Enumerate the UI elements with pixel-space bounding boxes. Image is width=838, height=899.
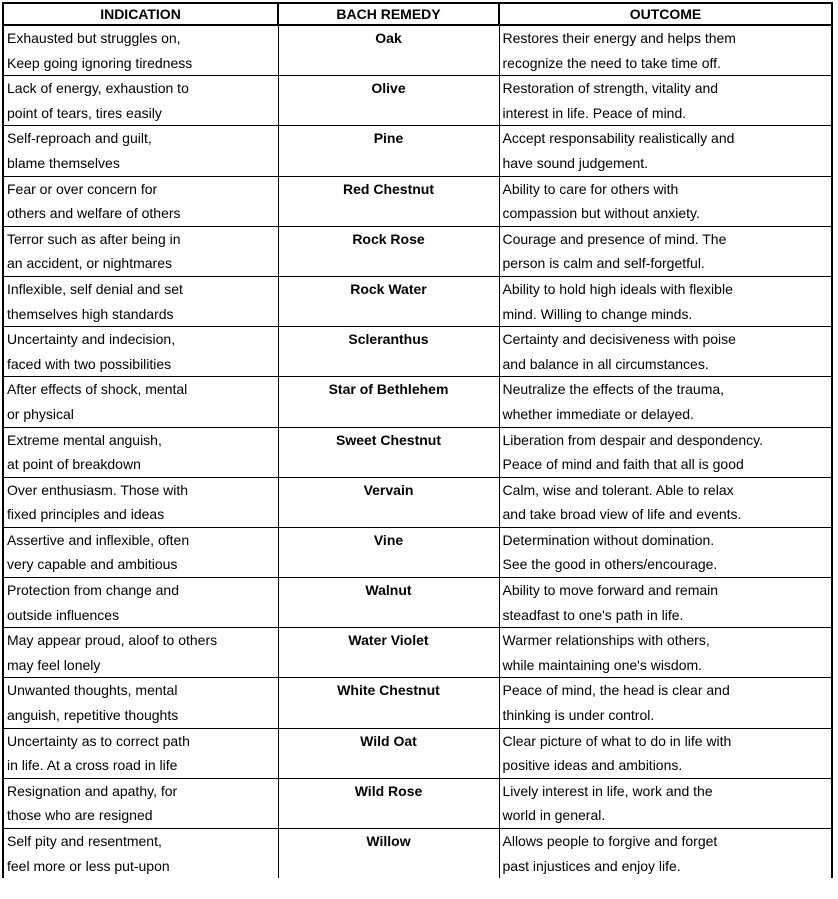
table-body [3,25,832,878]
table-row [3,226,832,276]
table-row [3,578,832,628]
outcome-line: world in general. [502,807,606,824]
indication-cell [3,578,278,628]
indication-line: faced with two possibilities [7,355,172,372]
indication-line: themselves high standards [7,305,174,322]
table-row [3,176,832,226]
outcome-cell [499,829,832,879]
outcome-line: whether immediate or delayed. [502,405,694,422]
indication-cell [3,276,278,326]
indication-cell [3,427,278,477]
remedy-name: Willow [366,833,411,849]
indication-line: blame themselves [7,154,120,171]
indication-line: Inflexible, self denial and set [7,280,183,297]
remedy-cell [278,377,499,427]
remedy-cell [278,427,499,477]
outcome-line: Liberation from despair and despondency. [502,431,763,448]
outcome-cell [499,578,832,628]
indication-line: others and welfare of others [7,205,181,222]
remedy-cell [278,578,499,628]
table-row [3,276,832,326]
table-row [3,829,832,879]
table-row [3,678,832,728]
remedy-name: Red Chestnut [343,180,434,197]
outcome-line: Accept responsability realistically and [502,130,735,147]
remedy-cell [278,778,499,828]
outcome-line: recognize the need to take time off. [502,54,721,71]
outcome-line: Ability to move forward and remain [502,582,719,599]
table-row [3,527,832,577]
indication-line: Unwanted thoughts, mental [7,682,178,699]
outcome-line: Warmer relationships with others, [502,632,710,649]
outcome-cell [499,678,832,728]
outcome-line: Ability to hold high ideals with flexible [502,280,733,297]
remedy-cell [278,527,499,577]
outcome-line: Clear picture of what to do in life with [502,732,732,749]
remedy-name: White Chestnut [337,682,440,699]
indication-cell [3,176,278,226]
table-row [3,477,832,527]
indication-line: Over enthusiasm. Those with [7,481,189,498]
outcome-line: Peace of mind and faith that all is good [502,456,744,473]
outcome-line: Certainty and decisiveness with poise [502,331,736,348]
outcome-line: Peace of mind, the head is clear and [502,682,730,699]
outcome-cell [499,126,832,176]
indication-cell [3,527,278,577]
outcome-line: and balance in all circumstances. [502,355,709,372]
remedy-cell [278,728,499,778]
remedy-name: Walnut [365,582,412,599]
outcome-cell [499,25,832,76]
indication-line: outside influences [7,606,120,623]
outcome-cell [499,778,832,828]
outcome-line: positive ideas and ambitions. [502,757,683,774]
indication-line: anguish, repetitive thoughts [7,707,179,724]
outcome-line: thinking is under control. [502,707,655,724]
header-bach-remedy: BACH REMEDY [278,3,499,25]
remedy-name: Pine [373,130,404,147]
header-indication: INDICATION [3,3,278,25]
remedy-name: Vine [373,531,404,548]
table-row [3,427,832,477]
outcome-line: have sound judgement. [502,154,649,171]
remedy-cell [278,226,499,276]
indication-line: Self pity and resentment, [7,833,162,849]
indication-line: in life. At a cross road in life [7,757,178,774]
table-row [3,327,832,377]
indication-cell [3,829,278,879]
indication-line: After effects of shock, mental [7,381,188,398]
remedy-name: Oak [375,30,402,46]
indication-line: Terror such as after being in [7,230,181,247]
indication-line: Uncertainty and indecision, [7,331,176,348]
outcome-line: past injustices and enjoy life. [502,857,681,874]
table-row [3,728,832,778]
outcome-cell [499,327,832,377]
indication-line: Exhausted but struggles on, [7,30,181,46]
indication-line: Self-reproach and guilt, [7,130,152,147]
indication-line: Lack of energy, exhaustion to [7,80,189,97]
remedy-cell [278,276,499,326]
outcome-line: Determination without domination. [502,531,715,548]
indication-cell [3,126,278,176]
outcome-cell [499,176,832,226]
outcome-line: and take broad view of life and events. [502,506,742,523]
indication-cell [3,477,278,527]
remedy-cell [278,327,499,377]
table-row [3,377,832,427]
outcome-cell [499,226,832,276]
outcome-cell [499,427,832,477]
indication-line: fixed principles and ideas [7,506,165,523]
remedy-name: Rock Rose [352,230,425,247]
remedy-cell [278,829,499,879]
indication-line: Protection from change and [7,582,179,599]
remedy-name: Star of Bethlehem [328,381,449,398]
indication-cell [3,76,278,126]
remedy-name: Water Violet [348,632,429,649]
indication-line: Extreme mental anguish, [7,431,162,448]
table-row [3,25,832,76]
table-row [3,628,832,678]
remedy-name: Scleranthus [348,331,429,348]
outcome-cell [499,76,832,126]
indication-cell [3,728,278,778]
remedy-name: Wild Oat [360,732,417,749]
remedy-name: Olive [371,80,406,97]
indication-cell [3,25,278,76]
indication-line: at point of breakdown [7,456,141,473]
indication-line: feel more or less put-upon [7,857,170,874]
indication-cell [3,628,278,678]
remedy-cell [278,76,499,126]
outcome-cell [499,276,832,326]
indication-line: May appear proud, aloof to others [7,632,218,649]
indication-line: Assertive and inflexible, often [7,531,190,548]
table-header [3,3,832,25]
indication-line: an accident, or nightmares [7,255,172,272]
outcome-cell [499,728,832,778]
outcome-line: Courage and presence of mind. The [502,230,727,247]
outcome-cell [499,477,832,527]
outcome-line: Neutralize the effects of the trauma, [502,381,725,398]
remedy-cell [278,628,499,678]
indication-line: Keep going ignoring tiredness [7,54,193,71]
header-outcome: OUTCOME [499,3,832,25]
table-row [3,778,832,828]
outcome-line: Allows people to forgive and forget [502,833,718,849]
table-row [3,126,832,176]
indication-line: or physical [7,405,74,422]
outcome-line: compassion but without anxiety. [502,205,700,222]
indication-line: point of tears, tires easily [7,104,162,121]
indication-cell [3,226,278,276]
remedy-cell [278,176,499,226]
remedy-name: Rock Water [350,280,427,297]
outcome-cell [499,628,832,678]
indication-line: those who are resigned [7,807,153,824]
indication-line: Uncertainty as to correct path [7,732,190,749]
outcome-line: See the good in others/encourage. [502,556,718,573]
outcome-line: Ability to care for others with [502,180,679,197]
remedy-name: Sweet Chestnut [335,431,441,448]
outcome-line: Lively interest in life, work and the [502,782,713,799]
outcome-line: Restores their energy and helps them [502,30,736,46]
outcome-line: while maintaining one's wisdom. [502,656,703,673]
remedy-cell [278,678,499,728]
outcome-cell [499,377,832,427]
indication-line: Resignation and apathy, for [7,782,178,799]
outcome-cell [499,527,832,577]
outcome-line: person is calm and self-forgetful. [502,255,705,272]
indication-cell [3,327,278,377]
indication-cell [3,678,278,728]
outcome-line: interest in life. Peace of mind. [502,104,687,121]
remedy-cell [278,126,499,176]
outcome-line: steadfast to one's path in life. [502,606,684,623]
remedy-name: Vervain [363,481,414,498]
outcome-line: Restoration of strength, vitality and [502,80,719,97]
remedy-table [2,2,833,878]
outcome-line: mind. Willing to change minds. [502,305,693,322]
indication-cell [3,377,278,427]
indication-cell [3,778,278,828]
remedy-name: Wild Rose [354,782,423,799]
indication-line: may feel lonely [7,656,101,673]
remedy-cell [278,25,499,76]
table-row [3,76,832,126]
header-row [3,3,832,25]
remedy-cell [278,477,499,527]
indication-line: very capable and ambitious [7,556,178,573]
outcome-line: Calm, wise and tolerant. Able to relax [502,481,734,498]
indication-line: Fear or over concern for [7,180,158,197]
